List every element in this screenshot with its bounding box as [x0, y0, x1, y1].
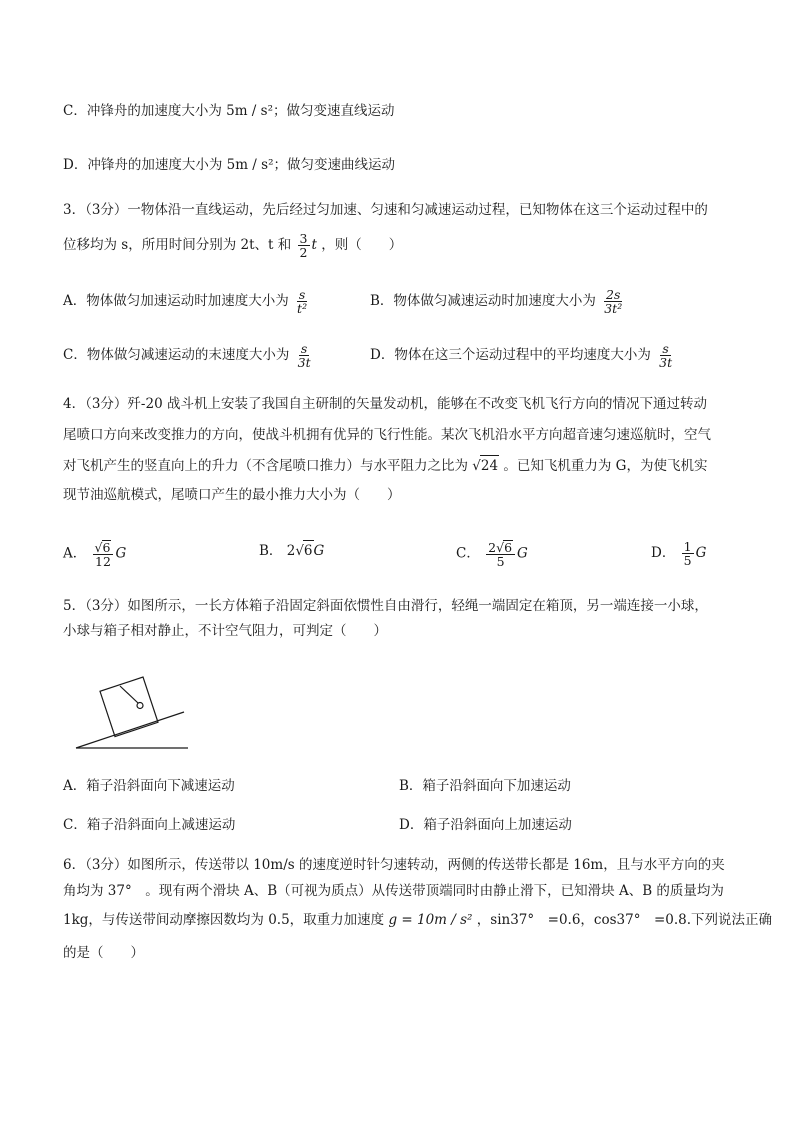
- q4-option-a-frac: [93, 540, 114, 568]
- q4-option-d-frac: [682, 540, 694, 567]
- q4-option-b: B． 2√6G: [259, 540, 324, 561]
- q4-option-a-radicand: 6: [102, 540, 111, 555]
- q3-stem-line2-pre: 位移均为 s，所用时间分别为 2t、t 和: [63, 237, 292, 253]
- q3-option-c-text: C．物体做匀减速运动的末速度大小为: [63, 347, 290, 363]
- q3-option-a: [63, 288, 311, 315]
- q6-stem-line2: 角均为 37° 。现有两个滑块 A、B（可视为质点）从传送带顶端同时由静止滑下，已知滑块 A、B 的质量均为: [63, 883, 724, 899]
- q3-option-c-num: s: [300, 341, 308, 356]
- q4-option-d-den: 5: [683, 553, 692, 568]
- q4-option-c-label: C．: [456, 545, 480, 562]
- q4-option-a-den: 12: [95, 554, 111, 569]
- q3-option-b-text: B．物体做匀减速运动时加速度大小为: [370, 293, 596, 309]
- q4-option-c-den: 5: [496, 554, 505, 569]
- q4-sqrt-radicand: 24: [480, 455, 499, 476]
- q3-fraction-den: 2: [299, 245, 308, 260]
- q6-stem-line3: [63, 910, 772, 930]
- q5-option-c: C．箱子沿斜面向上减速运动: [63, 817, 236, 833]
- q3-fraction: [298, 232, 310, 259]
- q4-option-b-radicand: 6: [303, 540, 314, 561]
- q4-sqrt: √24: [472, 458, 499, 474]
- q5-incline-line: [76, 712, 184, 748]
- q3-option-d-den: 3t: [659, 355, 673, 370]
- q3-option-d: [370, 342, 676, 369]
- q4-option-c: [456, 540, 528, 568]
- q3-option-d-text: D．物体在这三个运动过程中的平均速度大小为: [370, 347, 651, 363]
- q4-stem-line2: 尾喷口方向来改变推力的方向，使战斗机拥有优异的飞行性能。某次飞机沿水平方向超音速匀速巡航时，空气: [63, 427, 711, 443]
- q3-option-b-frac: [602, 288, 624, 315]
- q5-rope: [120, 686, 138, 703]
- q5-option-d: D．箱子沿斜面向上加速运动: [399, 817, 572, 833]
- q5-option-a: A．箱子沿斜面向下减速运动: [63, 778, 235, 794]
- q3-option-a-text: A．物体做匀加速运动时加速度大小为: [63, 293, 289, 309]
- q4-stem-line3-pre: 对飞机产生的竖直向上的升力（不含尾喷口推力）与水平阻力之比为: [63, 458, 468, 474]
- q3-option-a-frac: [295, 288, 309, 315]
- q3-option-b: [370, 288, 626, 315]
- q5-stem-line1: 5．（3分）如图所示，一长方体箱子沿固定斜面依惯性自由滑行，轻绳一端固定在箱顶，另一端连接一小球，: [63, 598, 708, 614]
- q3-option-d-frac: [657, 342, 674, 369]
- q6-stem-line4: 的是（ ）: [63, 945, 144, 961]
- q4-option-a: [63, 540, 126, 568]
- q5-stem-line2: 小球与箱子相对静止，不计空气阻力，可判定（ ）: [63, 623, 387, 639]
- q6-stem-line1: 6．（3分）如图所示，传送带以 10m/s 的速度逆时针匀速转动，两侧的传送带长都是 16m，且与水平方向的夹: [63, 857, 725, 873]
- q5-ball: [137, 703, 143, 709]
- q4-option-a-label: A．: [63, 545, 87, 562]
- q4-option-b-var: G: [313, 543, 325, 559]
- q4-option-d-label: D．: [651, 545, 676, 561]
- q4-option-c-frac: [486, 540, 515, 568]
- q4-stem-line3-post: 。已知飞机重力为 G，为使飞机实: [503, 458, 708, 474]
- q4-stem-line1: 4．（3分）歼-20 战斗机上安装了我国自主研制的矢量发动机，能够在不改变飞机飞行方向的情况下通过转动: [63, 396, 707, 412]
- q4-stem-line4: 现节油巡航模式，尾喷口产生的最小推力大小为（ ）: [63, 487, 401, 503]
- q4-option-b-coef: 2: [286, 543, 296, 559]
- q5-option-b: B．箱子沿斜面向下加速运动: [399, 778, 571, 794]
- q4-option-c-radicand: 6: [504, 540, 513, 555]
- q6-stem-line3-pre: 1kg，与传送带间动摩擦因数均为 0.5，取重力加速度: [63, 912, 385, 928]
- q4-option-c-var: G: [517, 545, 528, 562]
- q4-option-c-num: 2√6: [486, 540, 515, 555]
- q4-stem-line3: [63, 455, 707, 476]
- q3-option-c: [63, 342, 315, 369]
- q3-option-b-den: 3t²: [604, 301, 623, 316]
- q6-gravity-expr: g = 10m / s²: [388, 912, 473, 928]
- q3-option-b-num: 2s: [606, 287, 621, 302]
- q3-option-a-num: s: [298, 287, 306, 302]
- q3-stem-line1: 3．（3分）一物体沿一直线运动，先后经过匀加速、匀速和匀减速运动过程，已知物体在这三个运动过程中的: [63, 202, 708, 218]
- q3-option-a-den: t²: [297, 301, 308, 316]
- q4-option-b-label: B．: [259, 543, 283, 559]
- q4-option-d-var: G: [695, 545, 707, 561]
- q4-option-a-var: G: [115, 545, 127, 562]
- q4-option-d: [651, 540, 706, 567]
- q3-option-d-num: s: [662, 341, 669, 356]
- q3-fraction-var: t: [311, 237, 317, 253]
- q3-option-c-frac: [296, 342, 313, 369]
- q3-stem-line2-post: ，则（ ）: [321, 237, 403, 253]
- q3-stem-line2: [63, 232, 402, 259]
- q5-box: [100, 677, 158, 737]
- q3-option-c-den: 3t: [297, 355, 311, 370]
- q2-option-c: C．冲锋舟的加速度大小为 5m / s²；做匀变速直线运动: [63, 103, 395, 119]
- q4-option-a-num: √6: [93, 540, 114, 555]
- q5-figure: [72, 660, 202, 760]
- q3-fraction-num: 3: [299, 231, 308, 246]
- q6-stem-line3-post: ，sin37° =0.6，cos37° =0.8.下列说法正确: [476, 912, 773, 928]
- q4-option-c-coef: 2: [488, 540, 497, 555]
- q2-option-d: D．冲锋舟的加速度大小为 5m / s²；做匀变速曲线运动: [63, 157, 395, 173]
- q4-option-d-num: 1: [683, 539, 692, 554]
